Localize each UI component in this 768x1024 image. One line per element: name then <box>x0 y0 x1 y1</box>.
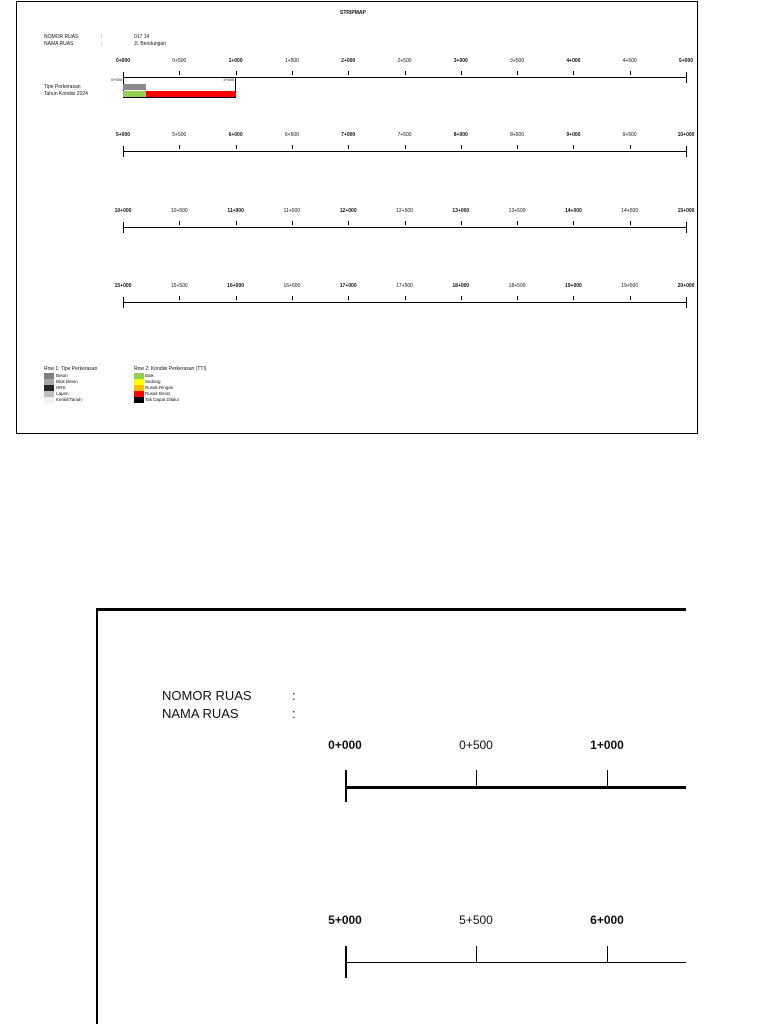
km-tick <box>292 145 293 149</box>
zoom-nomor-ruas-colon: : <box>292 688 296 703</box>
km-tick <box>517 145 518 149</box>
km-tick <box>405 71 406 75</box>
km-label: 9+000 <box>566 132 581 138</box>
zoom-km-label: 1+000 <box>590 738 624 752</box>
km-label: 15+000 <box>114 283 132 289</box>
km-tick <box>630 296 631 300</box>
km-tick <box>236 296 237 300</box>
km-label: 16+000 <box>227 283 245 289</box>
km-label: 10+000 <box>677 132 695 138</box>
km-label: 6+500 <box>284 132 299 138</box>
km-label: 15+500 <box>170 283 188 289</box>
legend-label: Baik <box>145 373 154 378</box>
km-label: 1+500 <box>284 58 299 64</box>
km-tick <box>348 71 349 75</box>
km-label: 18+000 <box>452 283 470 289</box>
km-tick <box>179 221 180 225</box>
km-label: 10+000 <box>114 208 132 214</box>
km-label: 5+000 <box>678 58 694 64</box>
nomor-ruas-colon: : <box>101 34 103 40</box>
km-tick <box>630 221 631 225</box>
km-tick <box>179 71 180 75</box>
zoom-nama-ruas-colon: : <box>292 706 296 721</box>
km-label: 20+000 <box>677 283 695 289</box>
km-tick <box>517 296 518 300</box>
km-tick <box>179 296 180 300</box>
road-axis-line <box>123 302 686 303</box>
zoom-km-tick <box>607 770 608 786</box>
km-tick <box>405 145 406 149</box>
km-label: 14+500 <box>621 208 639 214</box>
zoom-road-axis-line <box>345 786 686 789</box>
km-label: 0+000 <box>115 58 131 64</box>
road-axis-line <box>123 227 686 228</box>
km-tick <box>461 145 462 149</box>
legend-row2-title: Row 2: Kondisi Perkerasan (TTI) <box>134 366 207 372</box>
km-label: 2+000 <box>341 58 356 64</box>
legend-label: Beton <box>56 373 68 378</box>
pavement-type-bar <box>123 84 146 90</box>
km-tick <box>348 221 349 225</box>
zoom-nomor-ruas-label: NOMOR RUAS <box>162 688 252 703</box>
nama-ruas-label: NAMA RUAS <box>44 41 74 47</box>
km-tick <box>573 221 574 225</box>
segment-start-label: 0+000 <box>111 77 123 82</box>
km-tick <box>292 71 293 75</box>
zoom-km-tick <box>607 946 608 962</box>
km-tick <box>517 71 518 75</box>
km-tick <box>236 145 237 149</box>
stripmap-page-frame <box>16 1 698 434</box>
km-tick <box>686 297 687 308</box>
km-label: 1+000 <box>228 58 243 64</box>
km-tick <box>405 221 406 225</box>
km-label: 18+500 <box>508 283 526 289</box>
km-tick <box>461 221 462 225</box>
zoom-km-label: 5+000 <box>328 913 362 927</box>
km-tick <box>686 146 687 157</box>
legend-swatch <box>44 397 54 403</box>
km-label: 7+000 <box>341 132 356 138</box>
zoom-frame-top <box>96 608 686 611</box>
km-tick <box>573 71 574 75</box>
km-label: 3+000 <box>453 58 468 64</box>
km-label: 13+500 <box>508 208 526 214</box>
km-tick <box>348 145 349 149</box>
km-tick <box>236 221 237 225</box>
legend-label: Rusak Berat <box>145 391 170 396</box>
km-tick <box>179 145 180 149</box>
segment-bottom-line <box>123 97 236 98</box>
legend-label: Kerikil/Tanah <box>56 397 82 402</box>
km-label: 4+000 <box>566 58 581 64</box>
km-label: 15+000 <box>677 208 695 214</box>
zoom-road-axis-line <box>345 962 686 963</box>
km-label: 17+500 <box>396 283 413 289</box>
km-tick <box>348 296 349 300</box>
zoom-nama-ruas-label: NAMA RUAS <box>162 706 239 721</box>
km-tick <box>461 71 462 75</box>
nomor-ruas-value: 017 14 <box>134 34 150 40</box>
km-label: 8+500 <box>510 132 525 138</box>
km-tick <box>573 145 574 149</box>
km-tick <box>630 71 631 75</box>
km-tick <box>461 296 462 300</box>
km-label: 6+000 <box>228 132 243 138</box>
km-label: 12+000 <box>339 208 357 214</box>
legend-label: Lapen <box>56 391 69 396</box>
km-label: 12+500 <box>396 208 413 214</box>
zoom-frame-left <box>96 608 98 1024</box>
km-label: 0+500 <box>172 58 187 64</box>
km-tick <box>630 145 631 149</box>
page-title: STRIPMAP <box>340 10 366 16</box>
nomor-ruas-label: NOMOR RUAS <box>44 34 79 40</box>
km-label: 7+500 <box>397 132 412 138</box>
km-label: 19+000 <box>564 283 582 289</box>
km-label: 11+000 <box>227 208 244 214</box>
legend-label: Sedang <box>145 379 161 384</box>
zoom-km-tick <box>476 770 477 786</box>
km-tick <box>292 221 293 225</box>
km-label: 3+500 <box>510 58 525 64</box>
legend-label: Blok Beton <box>56 379 78 384</box>
zoom-km-label: 0+500 <box>459 738 493 752</box>
km-label: 5+000 <box>115 132 131 138</box>
km-tick <box>517 221 518 225</box>
km-label: 2+500 <box>397 58 412 64</box>
zoom-km-label: 5+500 <box>459 913 493 927</box>
km-tick <box>292 296 293 300</box>
km-label: 19+500 <box>621 283 639 289</box>
km-tick <box>405 296 406 300</box>
nama-ruas-value: Jl. Bendungan <box>134 41 166 47</box>
km-label: 14+000 <box>564 208 582 214</box>
legend-label: HRS <box>56 385 66 390</box>
nama-ruas-colon: : <box>101 41 103 47</box>
km-label: 13+000 <box>452 208 470 214</box>
km-tick <box>573 296 574 300</box>
segment-end-label: 1+000 <box>223 77 235 82</box>
km-label: 5+500 <box>172 132 187 138</box>
zoom-km-label: 6+000 <box>590 913 624 927</box>
legend-label: Rusak Ringan <box>145 385 174 390</box>
km-label: 8+000 <box>453 132 468 138</box>
km-label: 11+500 <box>283 208 301 214</box>
km-label: 9+500 <box>622 132 637 138</box>
km-tick <box>686 72 687 83</box>
row2-label: Tahun Kondisi 2024 <box>44 91 88 97</box>
legend-swatch <box>134 397 144 403</box>
km-label: 10+500 <box>170 208 188 214</box>
km-tick <box>686 222 687 233</box>
km-label: 17+000 <box>339 283 357 289</box>
km-label: 4+500 <box>622 58 637 64</box>
km-label: 16+500 <box>283 283 301 289</box>
legend-row1-title: Row 1: Tipe Perkerasan <box>44 366 98 372</box>
km-tick <box>236 71 237 75</box>
legend-label: Tak Dapat Dilalui <box>145 397 179 402</box>
row1-label: Tipe Perkerasan <box>44 84 81 90</box>
road-axis-line <box>123 151 686 152</box>
zoom-km-label: 0+000 <box>328 738 362 752</box>
zoom-km-tick <box>476 946 477 962</box>
